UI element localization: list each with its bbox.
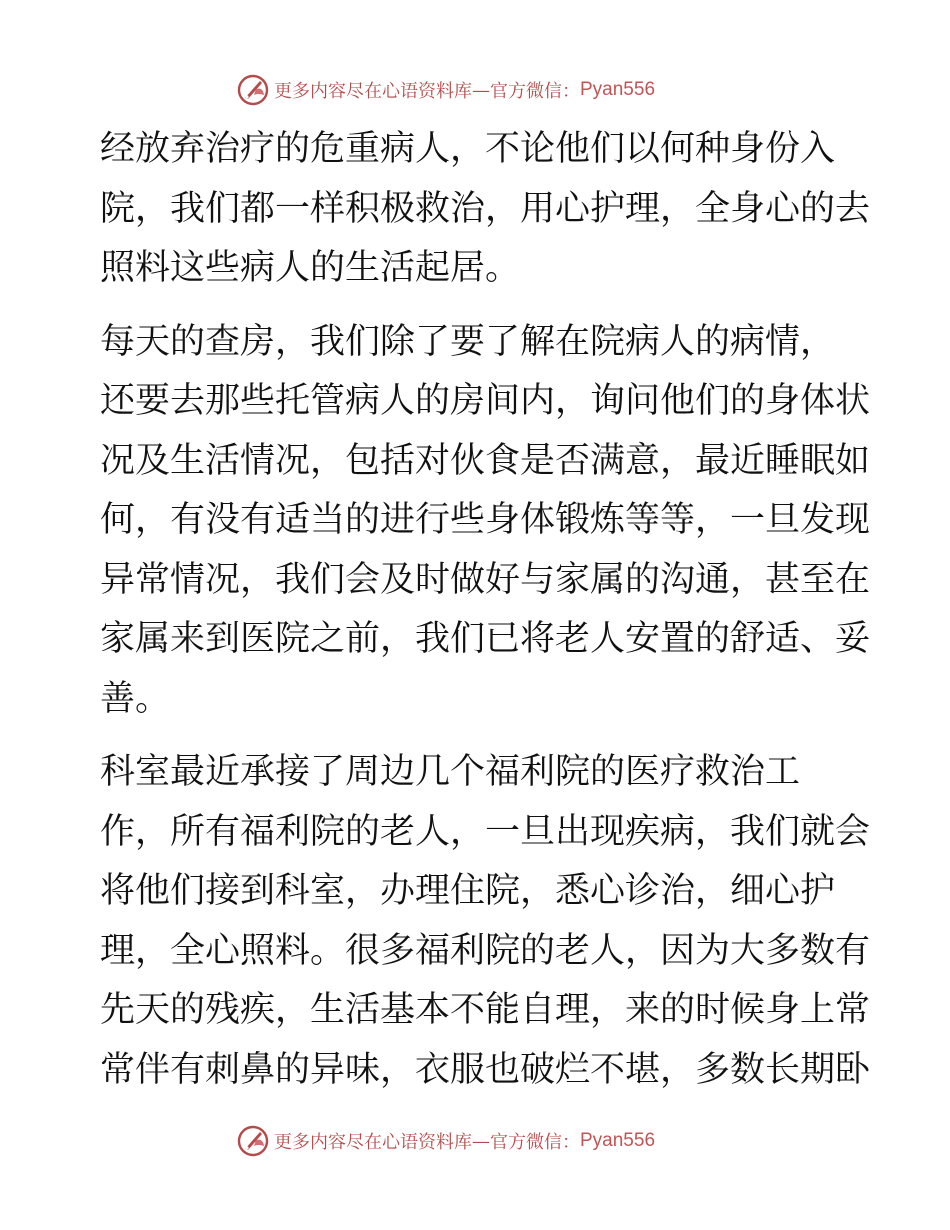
text-line: 经放弃治疗的危重病人，不论他们以何种身份入 [100,129,836,169]
footer-wechat-id: Pyan556 [580,1130,656,1151]
text-line: 将他们接到科室，办理住院，悉心诊治，细心护 [100,871,836,911]
text-line: 还要去那些托管病人的房间内，询问他们的身体状 [100,381,871,421]
text-line: 常伴有刺鼻的异味，衣服也破烂不堪，多数长期卧 [100,1049,871,1090]
footer-banner [236,1124,655,1158]
text-line: 照料这些病人的生活起居。 [100,248,521,288]
text-line: 善。 [100,678,171,719]
quill-logo-icon [236,1124,270,1158]
header-wechat-id: Pyan556 [580,79,656,100]
text-line: 作，所有福利院的老人，一旦出现疾病，我们就会 [100,811,871,852]
footer-promo-text: 更多内容尽在心语资料库 [274,1132,472,1153]
text-line: 理，全心照料。很多福利院的老人，因为大多数有 [100,930,871,971]
paragraph-3 [100,743,871,1100]
header-banner [236,73,655,107]
footer-wechat-label: 官方微信： [490,1132,580,1153]
quill-logo-icon [236,73,270,107]
header-promo-text: 更多内容尽在心语资料库 [274,81,472,102]
text-line: 何，有没有适当的进行些身体锻炼等等，一旦发现 [100,500,871,540]
text-line: 每天的查房，我们除了要了解在院病人的病情， [100,321,836,362]
text-line: 院，我们都一样积极救治，用心护理，全身心的去 [100,188,871,229]
paragraph-2 [100,313,871,730]
footer-dash: — [472,1130,490,1152]
document-body [100,120,871,1100]
text-line: 家属来到医院之前，我们已将老人安置的舒适、妥 [100,619,871,659]
text-line: 科室最近承接了周边几个福利院的医疗救治工 [100,752,801,792]
text-line: 况及生活情况，包括对伙食是否满意，最近睡眠如 [100,440,871,481]
header-wechat-label: 官方微信： [490,81,580,102]
text-line: 异常情况，我们会及时做好与家属的沟通，甚至在 [100,559,871,600]
header-dash: — [472,79,490,101]
text-line: 先天的残疾，生活基本不能自理，来的时候身上常 [100,990,871,1030]
paragraph-1 [100,120,871,299]
